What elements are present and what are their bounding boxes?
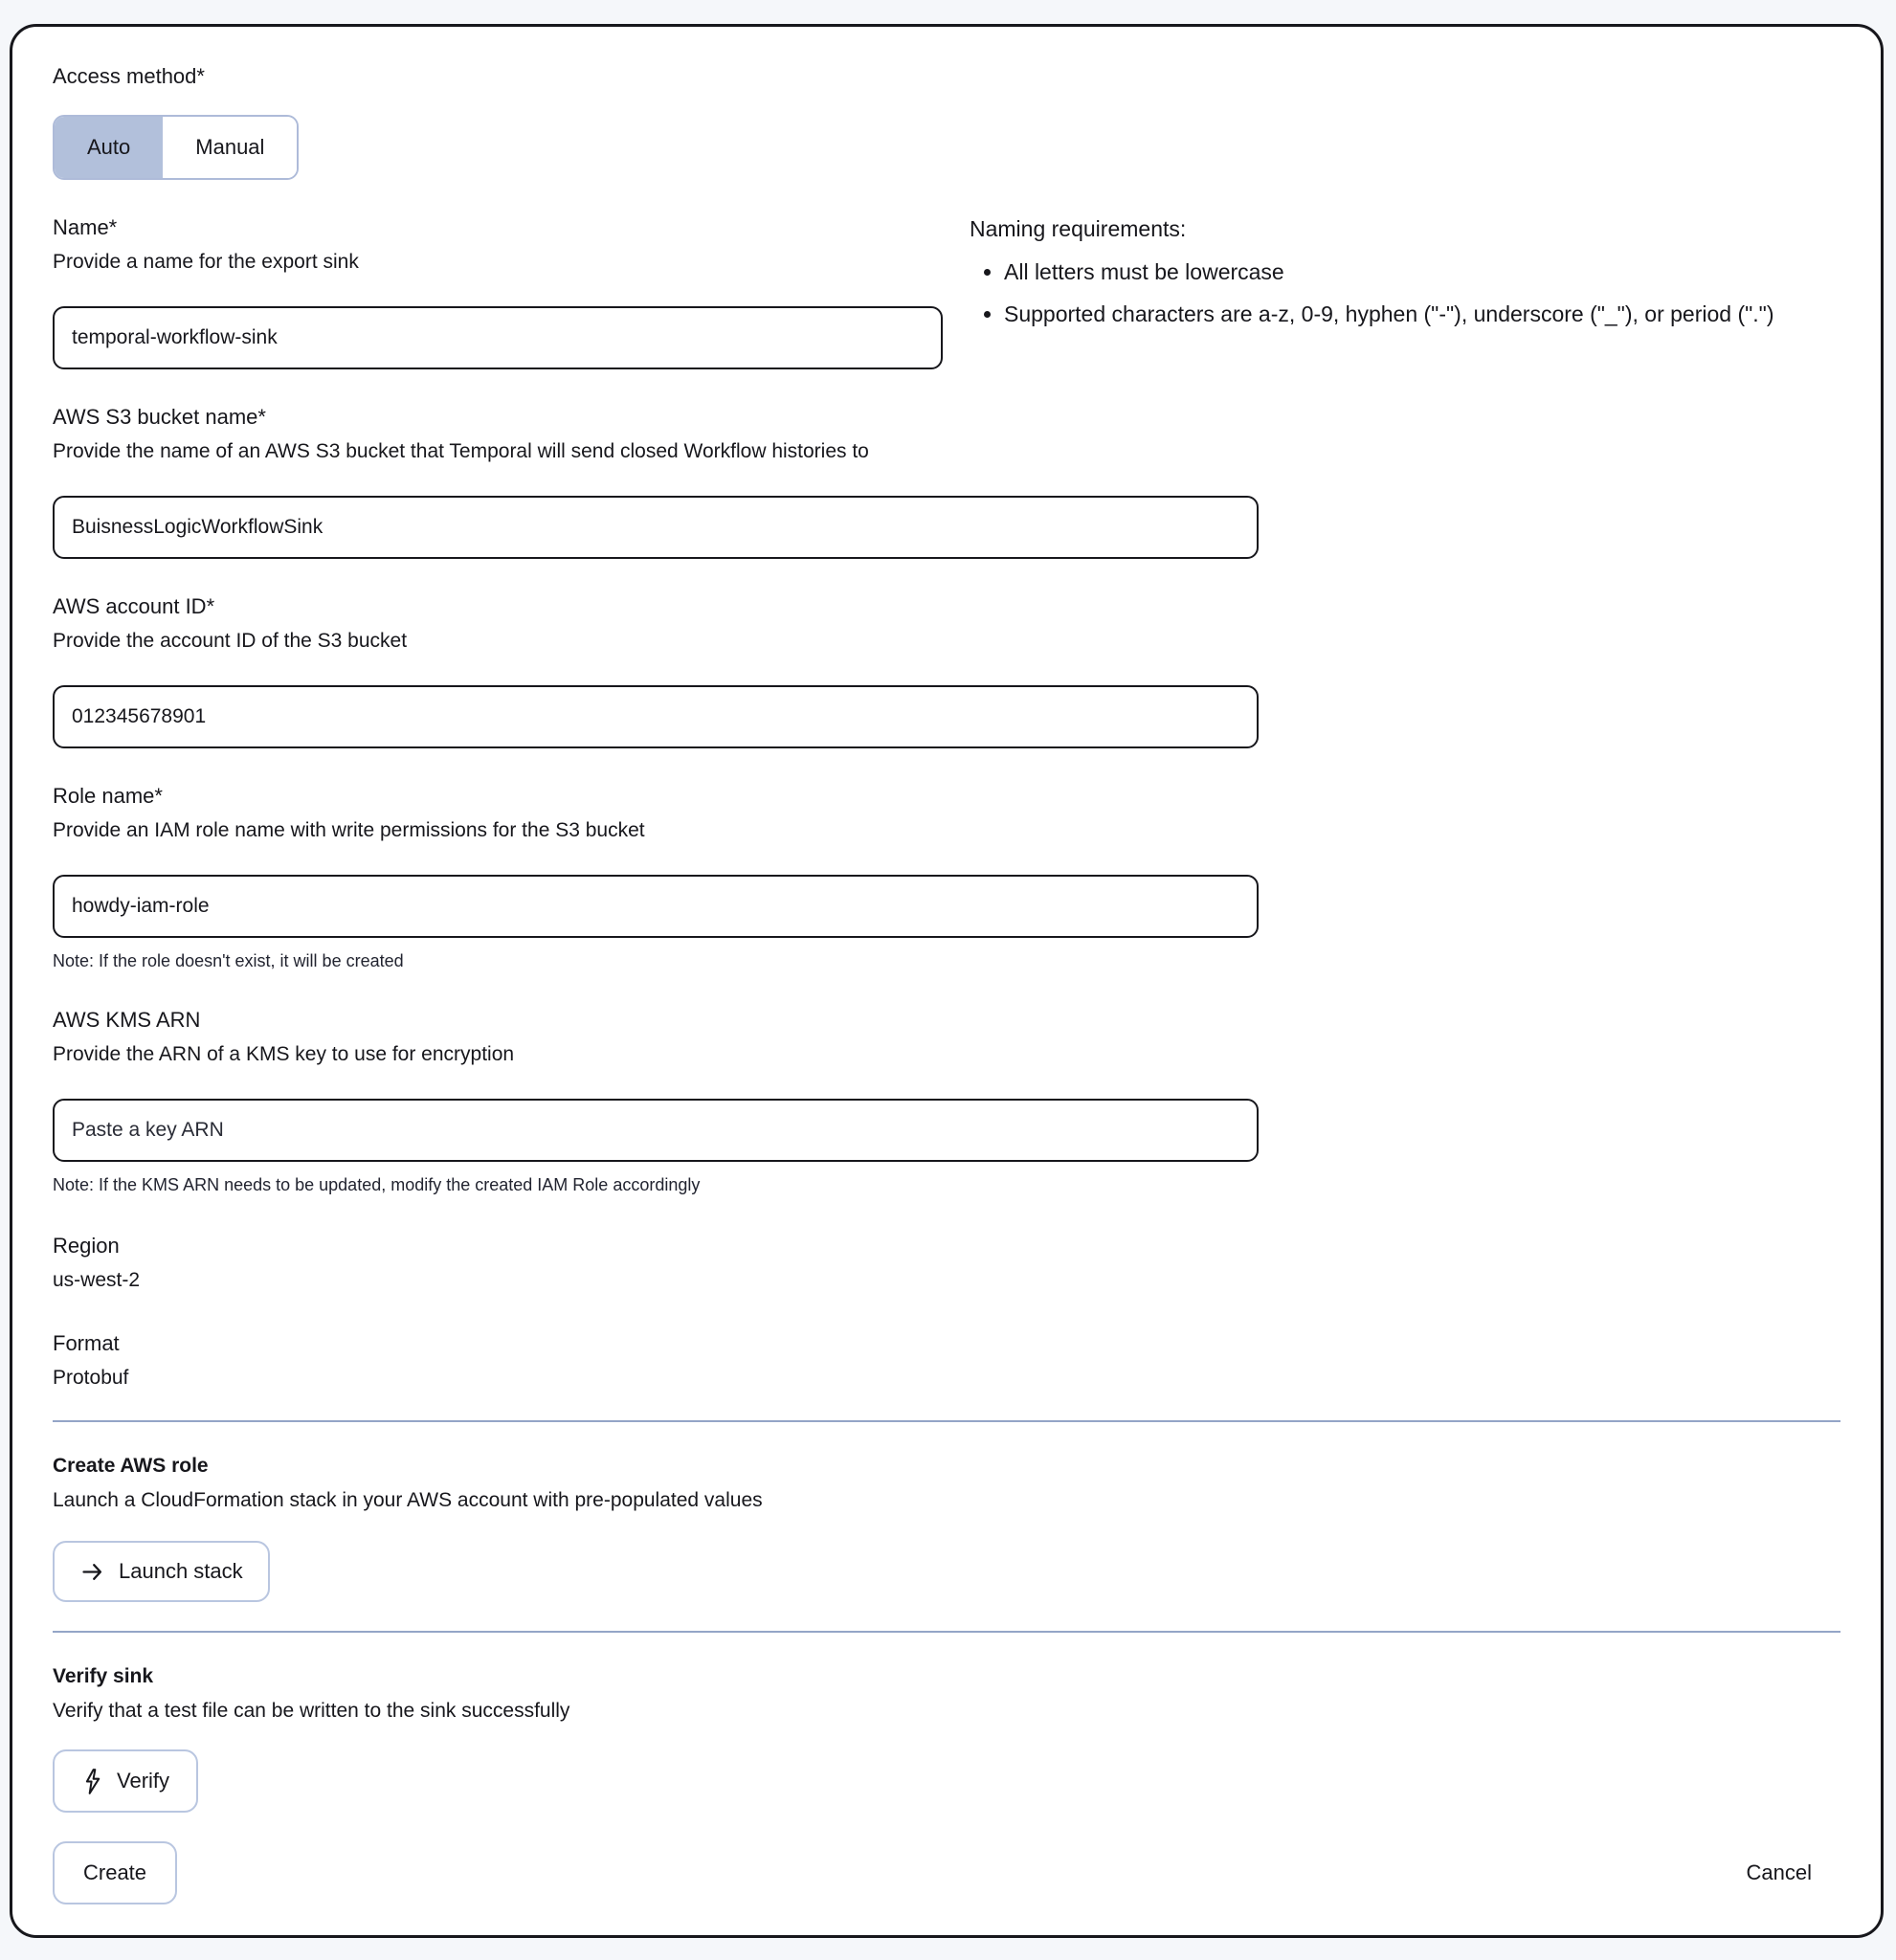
naming-requirements — [970, 214, 1821, 369]
account-id-label: AWS account ID* — [53, 594, 215, 618]
arrow-right-icon — [79, 1559, 105, 1585]
naming-requirements-list — [970, 256, 1821, 329]
format-value: Protobuf — [53, 1367, 129, 1389]
account-id-field-group — [53, 593, 1840, 748]
create-aws-role-title: Create AWS role — [53, 1455, 209, 1477]
launch-stack-button-label: Launch stack — [119, 1559, 243, 1583]
role-name-note: Note: If the role doesn't exist, it will be created — [53, 951, 404, 970]
kms-arn-field-group — [53, 1007, 1840, 1196]
create-button-label: Create — [83, 1860, 147, 1884]
naming-requirements-title: Naming requirements: — [970, 216, 1187, 241]
name-label: Name* — [53, 215, 118, 239]
s3-bucket-description: Provide the name of an AWS S3 bucket that Temporal will send closed Workflow histories to — [53, 440, 869, 462]
name-description: Provide a name for the export sink — [53, 251, 359, 273]
access-method-label: Access method* — [53, 64, 205, 88]
naming-requirement-item: • All letters must be lowercase — [1004, 256, 1821, 287]
name-and-requirements-row — [53, 214, 1840, 369]
role-name-description: Provide an IAM role name with write permissions for the S3 bucket — [53, 819, 645, 841]
region-value: us-west-2 — [53, 1269, 141, 1291]
name-field-group — [53, 214, 943, 369]
create-button[interactable] — [53, 1841, 177, 1904]
role-name-input[interactable] — [53, 875, 1259, 938]
account-id-description: Provide the account ID of the S3 bucket — [53, 630, 408, 652]
access-method-option-manual[interactable]: Manual — [163, 117, 297, 178]
kms-arn-input[interactable] — [53, 1099, 1259, 1162]
form-actions — [53, 1841, 1840, 1904]
verify-sink-title: Verify sink — [53, 1665, 154, 1687]
verify-button[interactable] — [53, 1749, 198, 1813]
verify-sink-description: Verify that a test file can be written to the sink successfully — [53, 1700, 570, 1722]
access-method-option-auto[interactable]: Auto — [55, 117, 163, 178]
kms-arn-description: Provide the ARN of a KMS key to use for encryption — [53, 1043, 515, 1065]
section-divider — [53, 1420, 1840, 1422]
s3-bucket-field-group — [53, 404, 1840, 559]
role-name-label: Role name* — [53, 784, 163, 808]
export-sink-form-card — [10, 24, 1884, 1938]
create-aws-role-description: Launch a CloudFormation stack in your AWS account with pre-populated values — [53, 1489, 763, 1511]
role-name-field-group — [53, 783, 1840, 972]
s3-bucket-input[interactable] — [53, 496, 1259, 559]
section-divider — [53, 1631, 1840, 1633]
region-label: Region — [53, 1234, 120, 1258]
s3-bucket-label: AWS S3 bucket name* — [53, 405, 266, 429]
naming-requirement-item: • Supported characters are a-z, 0-9, hyphen ("-"), underscore ("_"), or period (".") — [1004, 299, 1821, 329]
launch-stack-button[interactable] — [53, 1541, 270, 1602]
name-input[interactable] — [53, 306, 943, 369]
verify-button-label: Verify — [117, 1769, 170, 1793]
cancel-button[interactable]: Cancel — [1741, 1860, 1818, 1886]
kms-arn-note: Note: If the KMS ARN needs to be updated, modify the created IAM Role accordingly — [53, 1175, 701, 1194]
access-method-toggle — [53, 115, 299, 180]
lightning-icon — [81, 1769, 103, 1794]
format-label: Format — [53, 1331, 120, 1355]
kms-arn-label: AWS KMS ARN — [53, 1008, 201, 1032]
account-id-input[interactable] — [53, 685, 1259, 748]
